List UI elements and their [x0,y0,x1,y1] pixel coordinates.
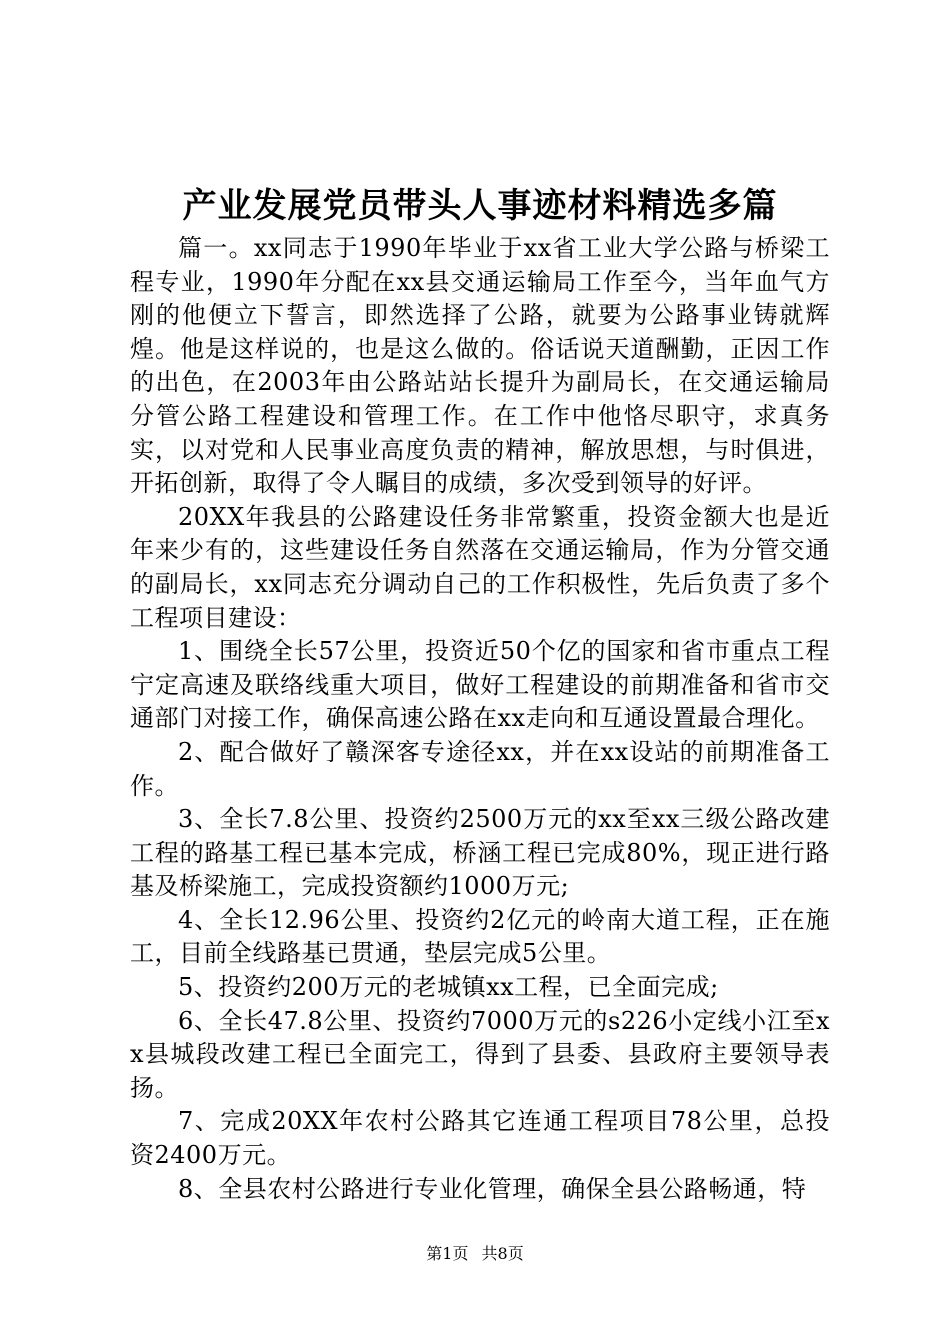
list-item: 5、投资约200万元的老城镇xx工程，已全面完成; [178,973,719,1002]
document-title: 产业发展党员带头人事迹材料精选多篇 [182,186,778,226]
list-item: 1、围绕全长57公里，投资近50个亿的国家和省市重点工程宁定高速及联络线重大项目，做好工程建设的前期准备和省市交通部门对接工作，确保高速公路在xx走向和互通设置最合理化。 [130,637,830,733]
page-number: 第1页 [426,1244,469,1263]
list-item: 3、全长7.8公里、投资约2500万元的xx至xx三级公路改建工程的路基工程已基本完成，桥涵工程已完成80%，现正进行路基及桥梁施工，完成投资额约1000万元; [130,805,830,901]
document-body [130,232,830,1206]
page-footer [0,1242,950,1266]
page-total: 共8页 [481,1244,524,1263]
list-item: 7、完成20XX年农村公路其它连通工程项目78公里，总投资2400万元。 [130,1107,830,1170]
list-item: 4、全长12.96公里、投资约2亿元的岭南大道工程，正在施工，目前全线路基已贯通，垫层完成5公里。 [130,905,830,968]
list-item: 6、全长47.8公里、投资约7000万元的s226小定线小江至xx县城段改建工程已全面完工，得到了县委、县政府主要领导表扬。 [130,1006,830,1102]
paragraph: 篇一。xx同志于1990年毕业于xx省工业大学公路与桥梁工程专业，1990年分配在xx县交通运输局工作至今，当年血气方刚的他便立下誓言，即然选择了公路，就要为公路事业铸就辉煌。他是这样说的，也是这么做的。俗话说天道酬勤，正因工作的出色，在2003年由公路站站长提升为副局长，在交通运输局分管公路工程建设和管理工作。在工作中他恪尽职守，求真务实，以对党和人民事业高度负责的精神，解放思想，与时俱进，开拓创新，取得了令人瞩目的成绩，多次受到领导的好评。 [130,234,830,498]
list-item: 8、全县农村公路进行专业化管理，确保全县公路畅通，特 [178,1174,807,1203]
list-item: 2、配合做好了赣深客专途径xx，并在xx设站的前期准备工作。 [130,737,830,800]
paragraph: 20XX年我县的公路建设任务非常繁重，投资金额大也是近年来少有的，这些建设任务自然落在交通运输局，作为分管交通的副局长，xx同志充分调动自己的工作积极性，先后负责了多个工程项目建设： [130,502,830,632]
